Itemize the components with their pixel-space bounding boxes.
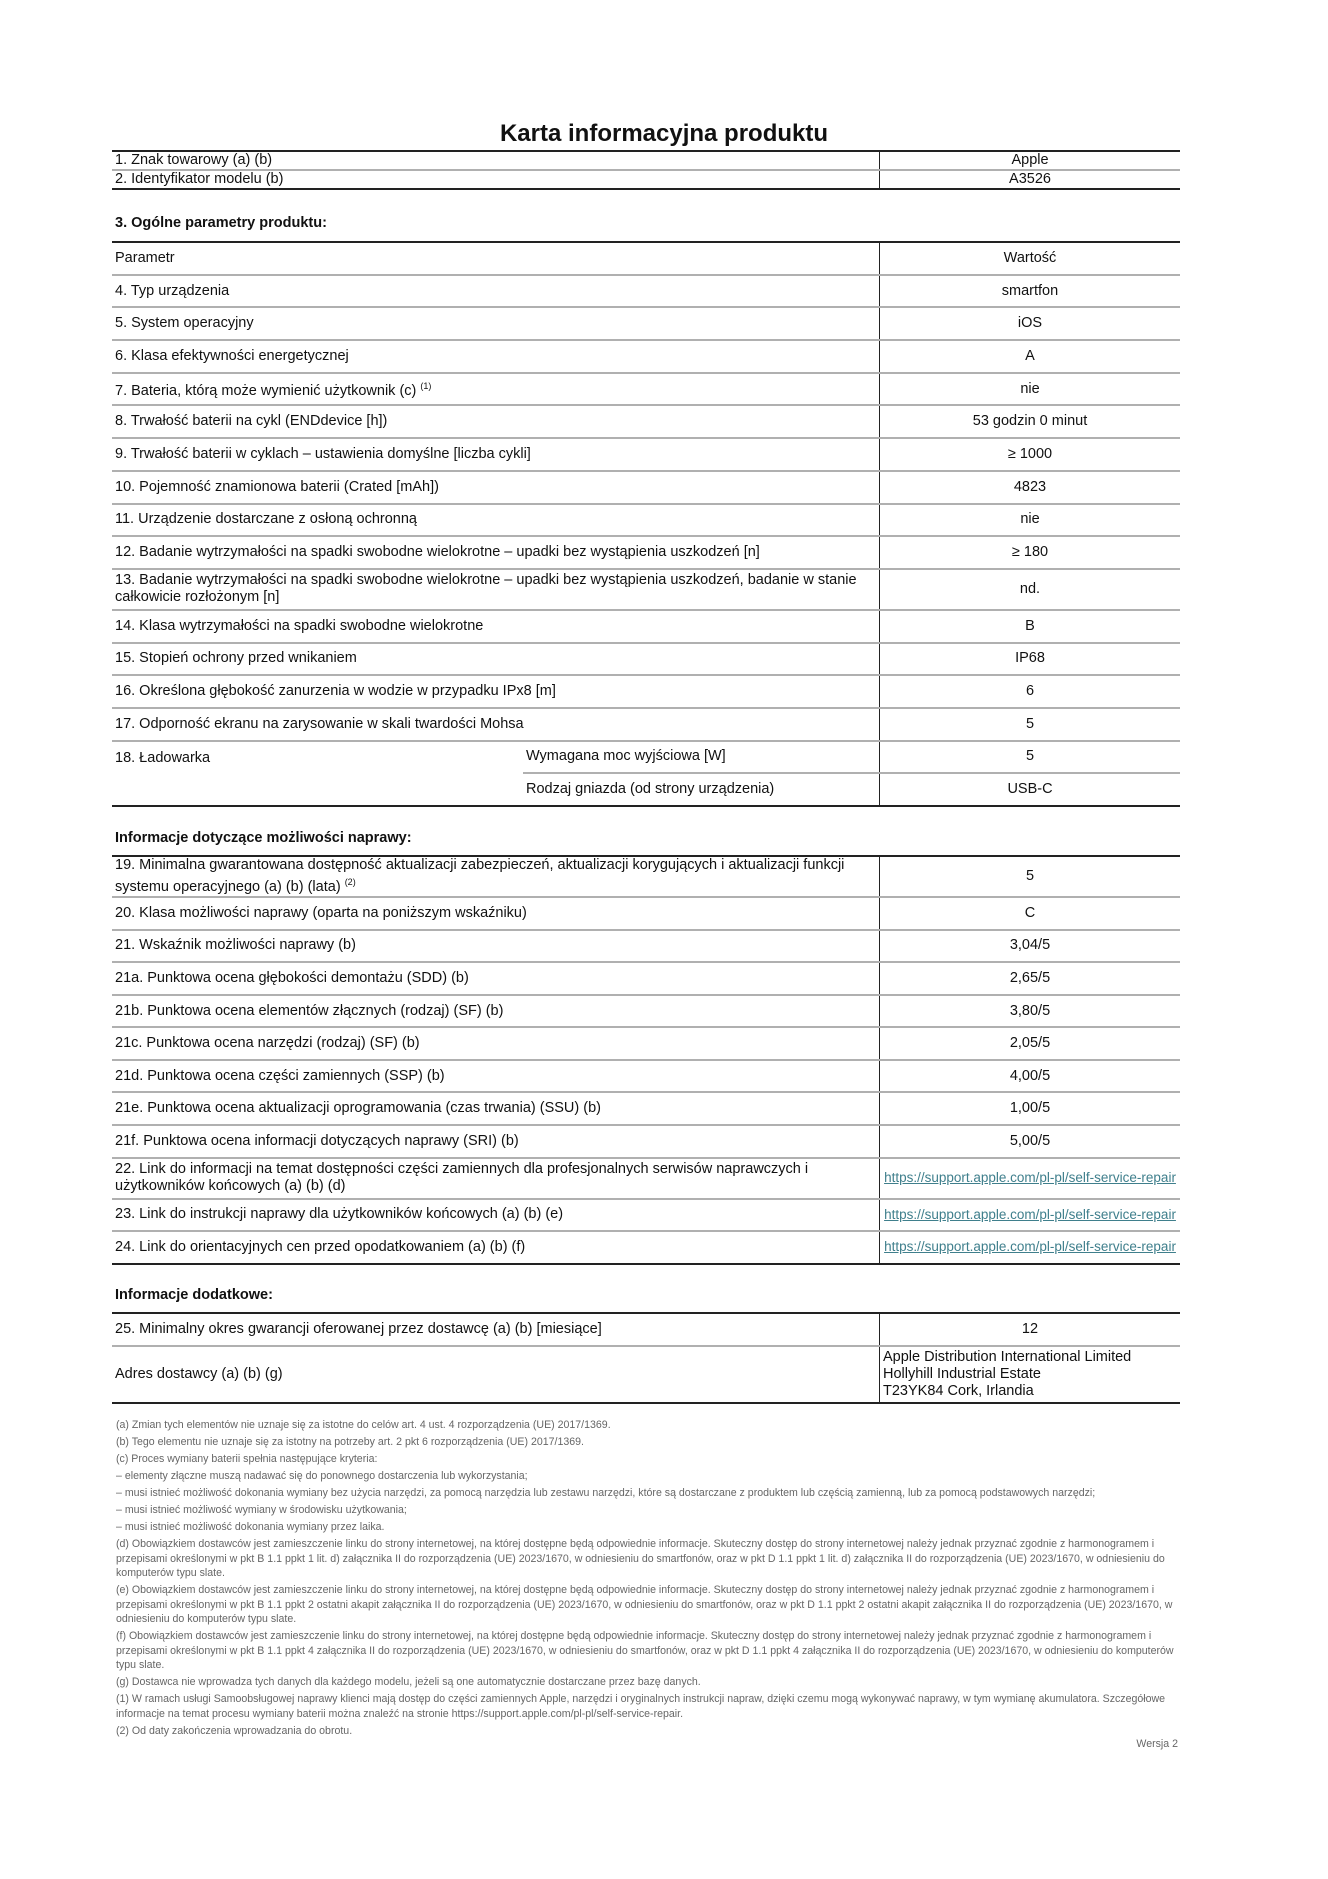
row-label: [112, 1092, 880, 1125]
row-value-text: IP68: [1015, 650, 1045, 667]
table-row: [112, 995, 1180, 1028]
footnote: (b) Tego elementu nie uznaje się za istotny na potrzeby art. 2 pkt 6 rozporządzenia (UE) 2017/1369.: [116, 1436, 584, 1448]
row-label-text: 9. Trwałość baterii w cyklach – ustawienia domyślne [liczba cykli]: [115, 445, 531, 462]
row-value: [880, 1313, 1181, 1346]
row-value-text: C: [1024, 904, 1036, 921]
address-line: Apple Distribution International Limited: [883, 1348, 1132, 1365]
row-label-text: 1. Znak towarowy (a) (b): [115, 152, 273, 168]
table-row: [112, 643, 1180, 676]
table-row: [112, 610, 1180, 643]
footnote: (c) Proces wymiany baterii spełnia następujące kryteria:: [116, 1453, 378, 1465]
row-value: [880, 569, 1181, 610]
footnote: (e) Obowiązkiem dostawców jest zamieszczenie linku do strony internetowej, na której dostępne będą odpowiednie informacje. Skuteczny dostęp do strony internetowej należy jednak przyznać zgodnie z harmonogramem i przepisami określonymi w pkt B 1.1 ppkt 2 ostatni akapit załącznika II do rozporządzenia (UE) 2023/1670, w odniesieniu do smartfonów, oraz w pkt D 1.1 ppkt 2 ostatni akapit załącznika II do rozporządzenia (UE) 2023/1670, w odniesieniu do komputerów typu slate.: [116, 1584, 1173, 1625]
charger-sub-value: 5: [880, 741, 1181, 774]
row-label-text: 14. Klasa wytrzymałości na spadki swobodne wielokrotne: [115, 617, 484, 634]
repair-heading: Informacje dotyczące możliwości naprawy:: [115, 830, 412, 846]
row-label: [112, 170, 880, 189]
row-label: [112, 1346, 880, 1403]
row-value: [880, 504, 1181, 537]
row-label: [112, 1060, 880, 1093]
row-value-text: nie: [1020, 511, 1040, 528]
row-value-text: 5: [1025, 868, 1035, 884]
row-value-text: 3,80/5: [1009, 1002, 1051, 1019]
row-label: [112, 307, 880, 340]
table-row: [112, 340, 1180, 373]
repair-link[interactable]: https://support.apple.com/pl-pl/self-service-repair: [884, 1170, 1176, 1186]
row-value: [880, 340, 1181, 373]
table-row: [112, 675, 1180, 708]
row-value: [880, 856, 1181, 897]
row-label-text: 12. Badanie wytrzymałości na spadki swobodne wielokrotne – upadki bez wystąpienia uszkodzeń [n]: [115, 544, 760, 561]
table-row: [112, 1346, 1180, 1403]
charger-row: [112, 741, 1180, 774]
row-label: [112, 275, 880, 308]
row-value: [880, 1125, 1181, 1158]
row-value-text: A: [1025, 347, 1035, 364]
table-row: [112, 438, 1180, 471]
row-label: [112, 504, 880, 537]
general-parameters-table: [112, 241, 1180, 807]
row-label: [112, 1231, 880, 1264]
footnote: – elementy złączne muszą nadawać się do ponownego dostarczenia lub wykorzystania;: [116, 1470, 528, 1482]
row-value-text: 5: [1025, 715, 1035, 732]
row-value: [880, 1060, 1181, 1093]
repair-link[interactable]: https://support.apple.com/pl-pl/self-service-repair: [884, 1239, 1176, 1255]
row-label-text: 21b. Punktowa ocena elementów złącznych (rodzaj) (SF) (b): [115, 1002, 504, 1019]
row-value: [880, 610, 1181, 643]
table-row: [112, 962, 1180, 995]
row-value-text: Wartość: [1003, 249, 1057, 266]
row-value: [880, 1231, 1181, 1264]
table-row: [112, 471, 1180, 504]
row-value-text: 12: [1021, 1320, 1039, 1337]
row-label-text: 7. Bateria, którą może wymienić użytkownik (c): [115, 383, 417, 399]
footnote: (1) W ramach usługi Samoobsługowej naprawy klienci mają dostęp do części zamiennych Apple, narzędzi i oryginalnych instrukcji napraw, dzięki czemu mogą wykonywać naprawy, w tym wymianę akumulatora. Szczegółowe informacje na temat procesu wymiany baterii można znaleźć na stronie https://support.apple.com/pl-pl/self-service-repair.: [116, 1693, 1166, 1720]
table-row: [112, 1158, 1180, 1199]
row-label-text: 21. Wskaźnik możliwości naprawy (b): [115, 937, 356, 954]
row-value: [880, 930, 1181, 963]
repair-table: [112, 855, 1180, 1265]
charger-sub-value: USB-C: [880, 773, 1181, 806]
charger-sub-label: Wymagana moc wyjściowa [W]: [523, 741, 880, 774]
row-label-text: 24. Link do orientacyjnych cen przed opodatkowaniem (a) (b) (f): [115, 1238, 526, 1255]
row-label: [112, 1125, 880, 1158]
table-row: [112, 708, 1180, 741]
table-row: [112, 856, 1180, 897]
table-row: [112, 307, 1180, 340]
row-value: [880, 995, 1181, 1028]
row-label-text: 2. Identyfikator modelu (b): [115, 171, 284, 187]
row-label-text: 13. Badanie wytrzymałości na spadki swobodne wielokrotne – upadki bez wystąpienia uszkodzeń, badanie w stanie całkowicie rozłożonym [n]: [115, 572, 857, 606]
row-label: [112, 405, 880, 438]
charger-label: 18. Ładowarka: [112, 741, 523, 806]
row-label-text: 4. Typ urządzenia: [115, 282, 230, 299]
row-value-text: Apple: [1011, 152, 1049, 168]
row-value: [880, 1027, 1181, 1060]
row-value-text: 53 godzin 0 minut: [972, 413, 1088, 430]
row-value: [880, 643, 1181, 676]
row-value-text: iOS: [1017, 315, 1043, 332]
row-label: [112, 1199, 880, 1232]
row-value: [880, 1092, 1181, 1125]
row-label-text: 21c. Punktowa ocena narzędzi (rodzaj) (SF) (b): [115, 1035, 420, 1052]
row-value-text: 2,65/5: [1009, 969, 1051, 986]
row-value: [880, 536, 1181, 569]
row-value: [880, 471, 1181, 504]
row-label-text: 6. Klasa efektywności energetycznej: [115, 347, 349, 364]
row-value: [880, 897, 1181, 930]
version-label: Wersja 2: [1136, 1738, 1178, 1750]
row-label-text: 16. Określona głębokość zanurzenia w wodzie w przypadku IPx8 [m]: [115, 683, 556, 700]
row-label: [112, 151, 880, 170]
footnote: (g) Dostawca nie wprowadza tych danych dla każdego modelu, jeżeli są one automatycznie dostarczane przez bazę danych.: [116, 1676, 701, 1688]
row-label-text: 25. Minimalny okres gwarancji oferowanej przez dostawcę (a) (b) [miesiące]: [115, 1320, 602, 1337]
table-row: [112, 1125, 1180, 1158]
row-value-text: 3,04/5: [1009, 937, 1051, 954]
table-row: [112, 373, 1180, 406]
general-heading: 3. Ogólne parametry produktu:: [115, 215, 327, 231]
row-label: [112, 1313, 880, 1346]
row-value: [880, 1199, 1181, 1232]
row-label-text: 23. Link do instrukcji naprawy dla użytkowników końcowych (a) (b) (e): [115, 1206, 564, 1223]
row-value: [880, 438, 1181, 471]
row-label: [112, 536, 880, 569]
row-value-text: 5,00/5: [1009, 1132, 1051, 1149]
row-value-text: 2,05/5: [1009, 1035, 1051, 1052]
footnote: – musi istnieć możliwość dokonania wymiany bez użycia narzędzi, za pomocą narzędzia lub zestawu narzędzi, które są dostarczane z produktem lub częścią zamienną, lub za pomocą podstawowych narzędzi;: [116, 1487, 1096, 1499]
row-label: [112, 962, 880, 995]
table-row: [112, 1027, 1180, 1060]
page-title: Karta informacyjna produktu: [499, 120, 829, 147]
row-label: [112, 438, 880, 471]
row-value-text: nie: [1020, 380, 1040, 397]
row-value: [880, 962, 1181, 995]
row-value: [880, 151, 1181, 170]
row-value-text: 6: [1025, 683, 1035, 700]
row-value-text: 4,00/5: [1009, 1067, 1051, 1084]
row-label: [112, 856, 880, 897]
row-label-text: 15. Stopień ochrony przed wnikaniem: [115, 650, 357, 667]
row-label-text: 21e. Punktowa ocena aktualizacji oprogramowania (czas trwania) (SSU) (b): [115, 1100, 601, 1117]
additional-heading: Informacje dodatkowe:: [115, 1287, 273, 1303]
row-label: [112, 610, 880, 643]
footnote-ref: (2): [344, 877, 356, 888]
footnote: (d) Obowiązkiem dostawców jest zamieszczenie linku do strony internetowej, na której dostępne będą odpowiednie informacje. Skuteczny dostęp do strony internetowej należy jednak przyznać zgodnie z harmonogramem i przepisami określonymi w pkt B 1.1 ppkt 1 lit. d) załącznika II do rozporządzenia (UE) 2023/1670, w odniesieniu do smartfonów, oraz w pkt D 1.1 ppkt 1 lit. d) załącznika II do rozporządzenia (UE) 2023/1670, w odniesieniu do komputerów typu slate.: [116, 1538, 1165, 1579]
charger-sub-label: Rodzaj gniazda (od strony urządzenia): [523, 773, 880, 806]
table-row: [112, 897, 1180, 930]
row-label: [112, 675, 880, 708]
row-value: [880, 242, 1181, 275]
row-value: [880, 405, 1181, 438]
row-value-text: A3526: [1009, 171, 1051, 187]
row-label-text: 20. Klasa możliwości naprawy (oparta na poniższym wskaźniku): [115, 904, 527, 921]
table-row: [112, 930, 1180, 963]
repair-link[interactable]: https://support.apple.com/pl-pl/self-service-repair: [884, 1206, 1176, 1222]
table-row: [112, 536, 1180, 569]
table-row: [112, 275, 1180, 308]
row-label-text: 10. Pojemność znamionowa baterii (Crated [mAh]): [115, 478, 439, 495]
address-line: Hollyhill Industrial Estate: [883, 1365, 1041, 1382]
row-label: [112, 995, 880, 1028]
row-label: [112, 340, 880, 373]
table-row: [112, 1231, 1180, 1264]
row-label-text: 22. Link do informacji na temat dostępności części zamiennych dla profesjonalnych serwisów naprawczych i użytkowników końcowych (a) (b) (d): [115, 1161, 809, 1195]
row-value-text: B: [1025, 617, 1035, 634]
row-value-text: ≥ 1000: [1007, 445, 1053, 462]
row-label: [112, 242, 880, 275]
row-label: [112, 708, 880, 741]
row-value: [880, 275, 1181, 308]
row-label-text: 21a. Punktowa ocena głębokości demontażu (SDD) (b): [115, 969, 469, 986]
address-line: T23YK84 Cork, Irlandia: [883, 1382, 1034, 1399]
row-label: [112, 643, 880, 676]
table-row: [112, 504, 1180, 537]
row-label: [112, 930, 880, 963]
row-label: [112, 471, 880, 504]
row-label: [112, 1158, 880, 1199]
row-value: [880, 708, 1181, 741]
row-label-text: Adres dostawcy (a) (b) (g): [115, 1365, 283, 1382]
row-value: [880, 1346, 1181, 1403]
footnote: – musi istnieć możliwość dokonania wymiany przez laika.: [116, 1521, 385, 1533]
table-row: [112, 242, 1180, 275]
row-label: [112, 569, 880, 610]
row-value: [880, 373, 1181, 406]
footnote: (f) Obowiązkiem dostawców jest zamieszczenie linku do strony internetowej, na której dostępne będą odpowiednie informacje. Skuteczny dostęp do strony internetowej należy jednak przyznać zgodnie z harmonogramem i przepisami określonymi w pkt B 1.1 ppkt 4 załącznika II do rozporządzenia (UE) 2023/1670, w odniesieniu do smartfonów, oraz w pkt D 1.1 ppkt 4 załącznika II do rozporządzenia (UE) 2023/1670, w odniesieniu do komputerów typu slate.: [116, 1630, 1174, 1671]
row-value-text: smartfon: [1001, 282, 1059, 299]
row-value-text: 4823: [1013, 478, 1047, 495]
row-label: [112, 373, 880, 406]
footnote: (2) Od daty zakończenia wprowadzania do obrotu.: [116, 1724, 353, 1737]
table-row: [112, 405, 1180, 438]
row-label-text: 21f. Punktowa ocena informacji dotyczących naprawy (SRI) (b): [115, 1132, 519, 1149]
row-label: [112, 1027, 880, 1060]
footnote-ref: (1): [420, 381, 432, 392]
identity-table: [112, 150, 1180, 190]
row-label-text: 5. System operacyjny: [115, 315, 254, 332]
row-value-text: 1,00/5: [1009, 1100, 1051, 1117]
table-row: [112, 1313, 1180, 1346]
row-label-text: Parametr: [115, 249, 175, 266]
table-row: [112, 170, 1180, 189]
row-value: [880, 170, 1181, 189]
row-label-text: 17. Odporność ekranu na zarysowanie w skali twardości Mohsa: [115, 715, 524, 732]
row-label-text: 8. Trwałość baterii na cykl (ENDdevice [h]): [115, 413, 388, 430]
row-label-text: 11. Urządzenie dostarczane z osłoną ochronną: [115, 511, 418, 528]
table-row: [112, 1092, 1180, 1125]
row-value: [880, 1158, 1181, 1199]
row-label-text: 21d. Punktowa ocena części zamiennych (SSP) (b): [115, 1067, 445, 1084]
table-row: [112, 569, 1180, 610]
row-value: [880, 675, 1181, 708]
row-label: [112, 897, 880, 930]
row-value-text: ≥ 180: [1011, 544, 1049, 561]
footnotes: [116, 1418, 1182, 1741]
footnote: (a) Zmian tych elementów nie uznaje się za istotne do celów art. 4 ust. 4 rozporządzenia (UE) 2017/1369.: [116, 1419, 611, 1431]
row-value: [880, 307, 1181, 340]
table-row: [112, 151, 1180, 170]
additional-table: [112, 1312, 1180, 1404]
footnote: – musi istnieć możliwość wymiany w środowisku użytkowania;: [116, 1504, 407, 1516]
row-label-text: 19. Minimalna gwarantowana dostępność aktualizacji zabezpieczeń, aktualizacji korygujących i aktualizacji funkcji systemu operacyjnego (a) (b) (lata): [115, 857, 845, 895]
table-row: [112, 1060, 1180, 1093]
table-row: [112, 1199, 1180, 1232]
row-value-text: nd.: [1019, 580, 1041, 597]
